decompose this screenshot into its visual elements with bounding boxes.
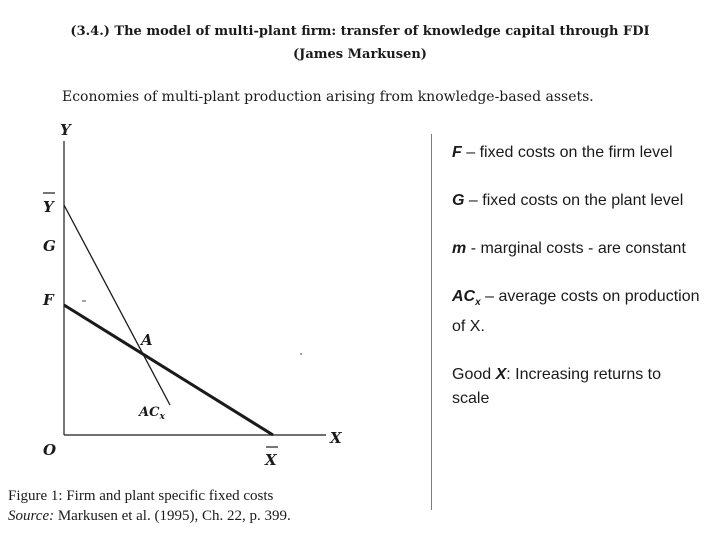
legend-entry-acx (452, 285, 702, 339)
legend-text-acx: – average costs on production of X. (452, 288, 700, 336)
legend-symbol-acx-sub: x (475, 297, 481, 309)
legend-symbol-acx-main: AC (452, 288, 476, 305)
acx-line (64, 205, 170, 405)
budget-line (64, 305, 273, 435)
legend-entry-f (452, 141, 702, 165)
g-label: G (43, 237, 56, 255)
cost-diagram (30, 115, 400, 475)
legend-text-x: : Increasing returns to scale (452, 366, 662, 408)
caption-line-2 (8, 506, 291, 526)
x-axis-label: X (330, 429, 342, 447)
legend-panel (452, 141, 702, 435)
legend-entry-m (452, 237, 702, 261)
title-line-2: (James Markusen) (293, 47, 427, 62)
y-bar-label: Y (43, 198, 54, 216)
acx-label (137, 405, 165, 422)
legend-symbol-f: F (452, 144, 462, 161)
x-bar-label: X (265, 451, 277, 469)
vertical-divider (431, 134, 432, 510)
acx-label-sub: x (159, 412, 165, 422)
caption-source-text: Markusen et al. (1995), Ch. 22, p. 399. (57, 508, 291, 524)
legend-prefix-good: Good (452, 366, 496, 384)
legend-symbol-x: X (495, 366, 507, 384)
legend-text-g: – fixed costs on the plant level (468, 192, 684, 209)
acx-label-main: AC (139, 405, 160, 420)
legend-symbol-g: G (452, 192, 465, 209)
caption-source-label: Source: (8, 508, 55, 524)
legend-entry-good-x (452, 363, 702, 411)
legend-text-f: – fixed costs on the firm level (466, 144, 673, 161)
legend-text-m: - marginal costs - are constant (470, 240, 686, 257)
legend-entry-g (452, 189, 702, 213)
origin-label: O (43, 441, 57, 459)
page-title (30, 20, 690, 66)
caption-line-1: Figure 1: Firm and plant specific fixed costs (8, 488, 274, 504)
title-line-1: (3.4.) The model of multi-plant firm: transfer of knowledge capital through FDI (70, 24, 650, 39)
f-label: F (43, 291, 54, 309)
cost-diagram-svg (30, 115, 400, 475)
legend-symbol-acx (452, 288, 481, 309)
a-label: A (141, 331, 153, 349)
y-axis-label: Y (60, 121, 71, 139)
legend-symbol-m: m (452, 240, 467, 257)
figure-caption (8, 486, 291, 526)
page-subtitle: Economies of multi-plant production arising from knowledge-based assets. (62, 89, 594, 105)
